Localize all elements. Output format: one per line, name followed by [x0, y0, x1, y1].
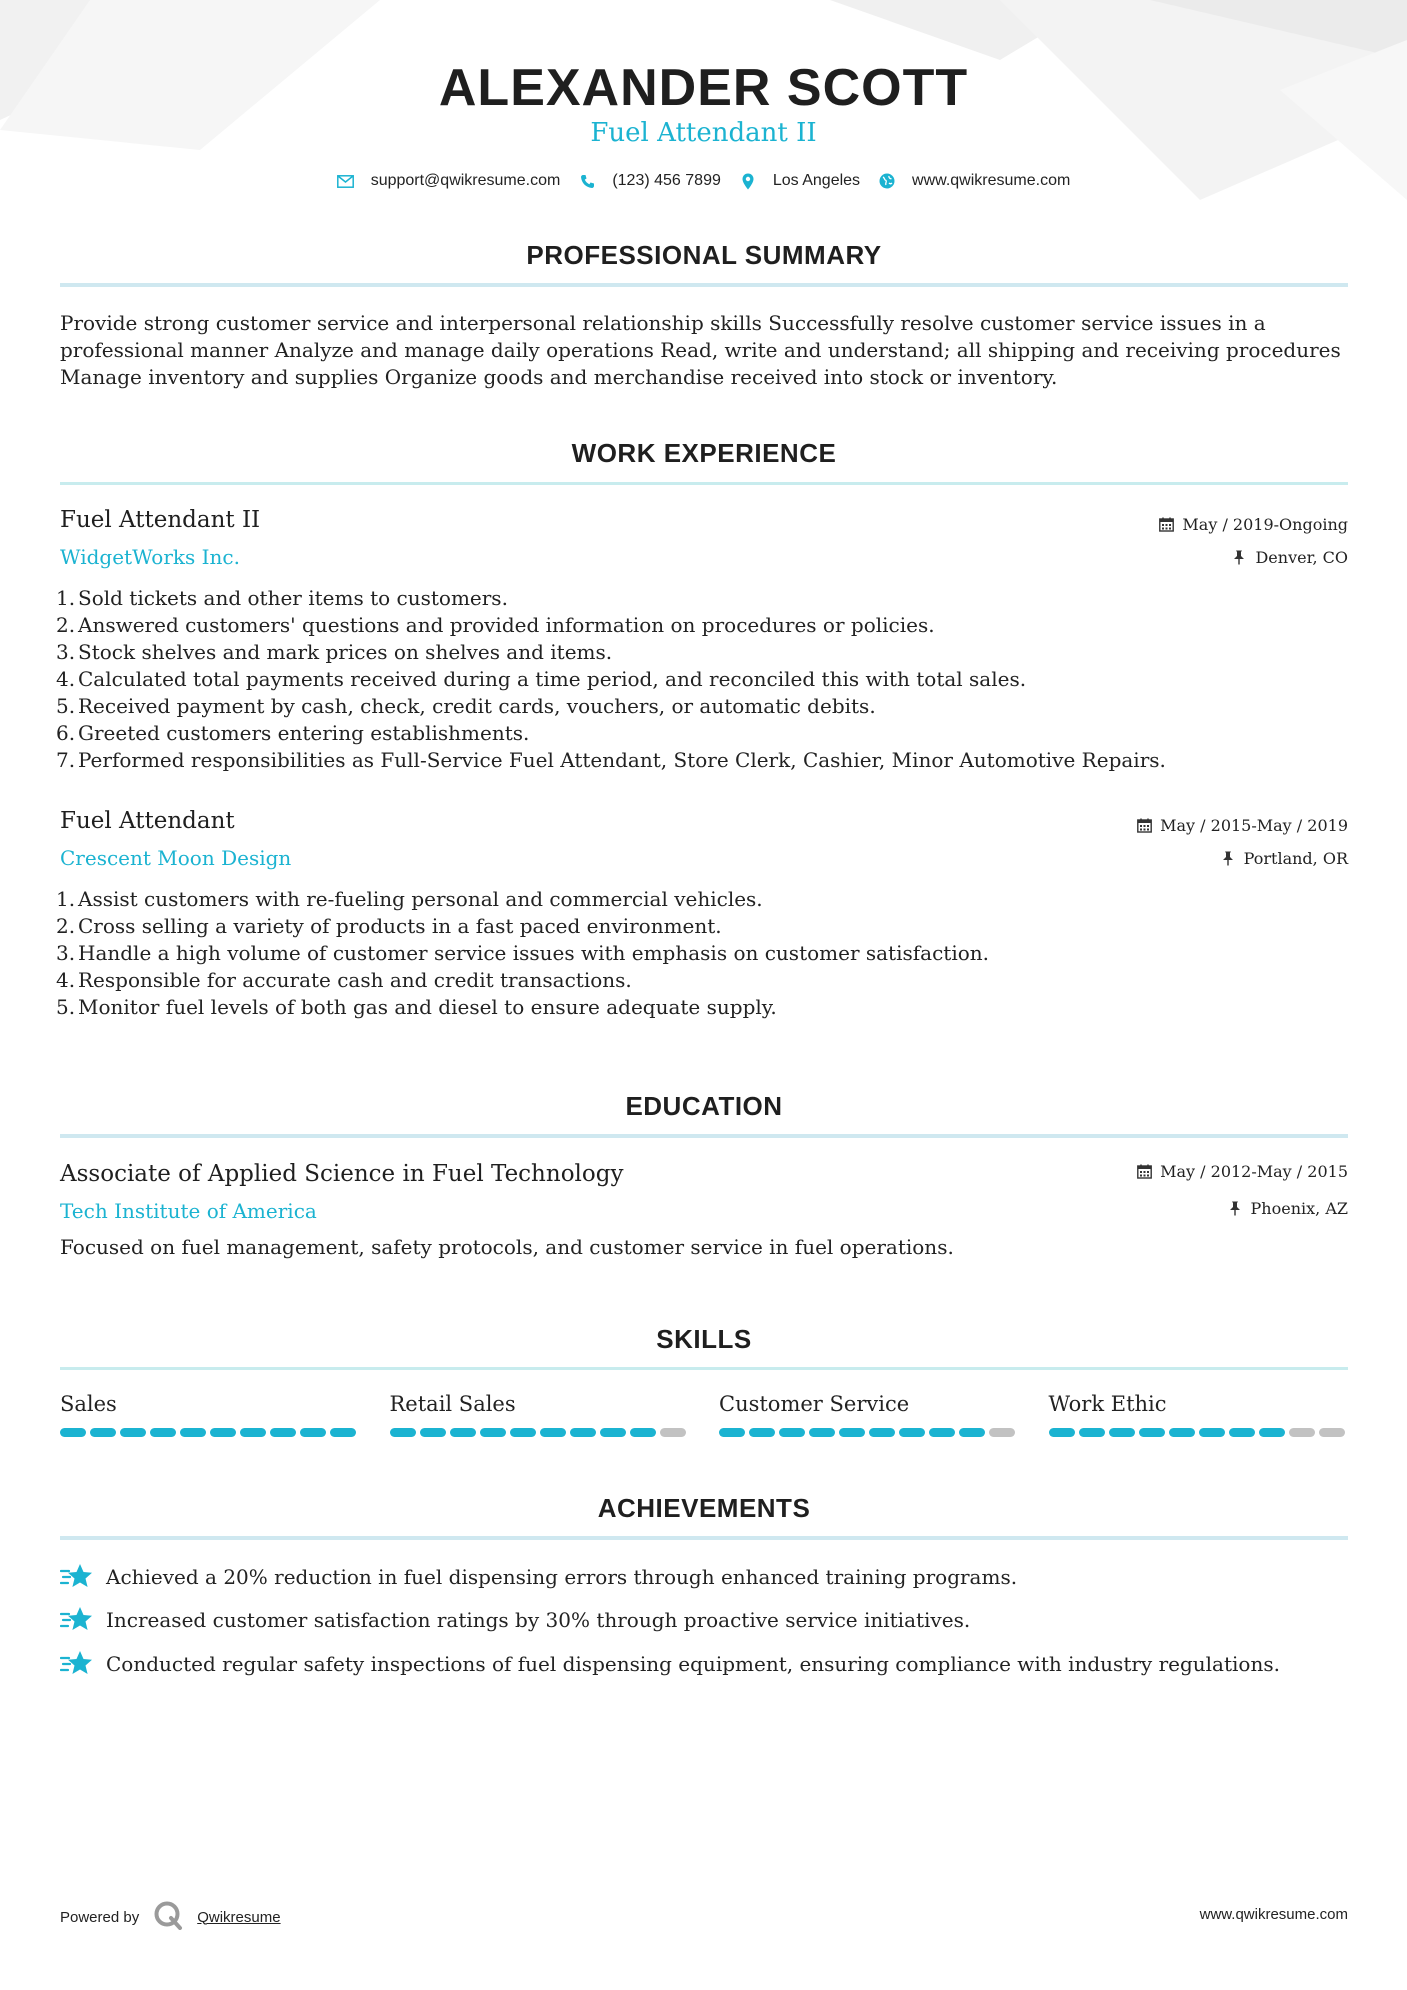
job-location-text: Portland, OR — [1243, 849, 1348, 868]
job-responsibilities — [56, 585, 1346, 774]
location-text: Los Angeles — [772, 172, 861, 189]
education-dates-text: May / 2012-May / 2015 — [1160, 1162, 1348, 1181]
star-icon — [60, 1649, 94, 1679]
skill-item — [719, 1392, 1019, 1437]
education-location-text: Phoenix, AZ — [1250, 1199, 1348, 1218]
education-dates — [1136, 1162, 1348, 1181]
skill-dot-filled — [120, 1428, 146, 1437]
skill-dot-filled — [1109, 1428, 1135, 1437]
education-location — [1227, 1199, 1348, 1218]
skill-dot-filled — [1259, 1428, 1285, 1437]
footer-powered-by — [60, 1900, 281, 1934]
job-location-text: Denver, CO — [1255, 548, 1348, 567]
skill-dot-filled — [270, 1428, 296, 1437]
qwikresume-link[interactable]: Qwikresume — [197, 1908, 281, 1926]
skill-dot-empty — [989, 1428, 1015, 1437]
skill-dot-empty — [1289, 1428, 1315, 1437]
skill-dot-filled — [1049, 1428, 1075, 1437]
job-dates — [1158, 515, 1348, 534]
star-icon — [60, 1562, 94, 1592]
achievements-divider — [60, 1536, 1348, 1540]
skill-dot-filled — [300, 1428, 326, 1437]
skill-level-meter — [60, 1428, 360, 1437]
skill-name: Work Ethic — [1048, 1392, 1167, 1416]
list-item: 2. Answered customers' questions and provided information on procedures or policies. — [56, 613, 935, 637]
achievement-text: Conducted regular safety inspections of fuel dispensing equipment, ensuring compliance with industry regulations. — [106, 1652, 1280, 1676]
skill-dot-filled — [1079, 1428, 1105, 1437]
envelope-icon — [337, 172, 355, 190]
footer-website-link[interactable]: www.qwikresume.com — [1199, 1906, 1348, 1923]
skills-divider — [60, 1367, 1348, 1370]
skill-dot-empty — [1319, 1428, 1345, 1437]
skill-dot-filled — [1199, 1428, 1225, 1437]
contact-email[interactable] — [337, 172, 561, 190]
skill-dot-filled — [420, 1428, 446, 1437]
skill-dot-filled — [1139, 1428, 1165, 1437]
candidate-role: Fuel Attendant II — [590, 118, 817, 148]
skill-dot-filled — [210, 1428, 236, 1437]
skill-dot-filled — [630, 1428, 656, 1437]
skills-section-title: SKILLS — [656, 1324, 752, 1354]
skills-list — [60, 1392, 1348, 1437]
summary-text: Provide strong customer service and interpersonal relationship skills Successfully resolve customer service issues in a professional manner Analyze and manage daily operations Read, write and understand; all shipping and receiving procedures Manage inventory and supplies Organize goods and merchandise received into stock or inventory. — [60, 311, 1341, 389]
skill-dot-filled — [330, 1428, 356, 1437]
skill-item — [1049, 1392, 1349, 1437]
calendar-icon — [1136, 1164, 1152, 1180]
skill-level-meter — [1049, 1428, 1349, 1437]
pushpin-icon — [1227, 1201, 1243, 1217]
skill-dot-filled — [90, 1428, 116, 1437]
skill-dot-filled — [779, 1428, 805, 1437]
contact-website[interactable] — [878, 172, 1070, 190]
skill-dot-filled — [570, 1428, 596, 1437]
experience-section-title: WORK EXPERIENCE — [571, 438, 837, 468]
skill-dot-filled — [390, 1428, 416, 1437]
job-location — [1220, 849, 1348, 868]
education-description: Focused on fuel management, safety protocols, and customer service in fuel operations. — [60, 1235, 954, 1259]
skill-name: Sales — [60, 1392, 117, 1416]
skill-dot-filled — [749, 1428, 775, 1437]
contact-phone[interactable] — [578, 172, 721, 190]
list-item: 3. Stock shelves and mark prices on shelves and items. — [56, 640, 613, 664]
list-item: 7. Performed responsibilities as Full-Service Fuel Attendant, Store Clerk, Cashier, Minor Automotive Repairs. — [56, 748, 1166, 772]
contact-bar — [0, 172, 1407, 190]
pushpin-icon — [1231, 550, 1247, 566]
achievements-section-title: ACHIEVEMENTS — [597, 1493, 811, 1523]
skill-dot-filled — [480, 1428, 506, 1437]
list-item: 4. Calculated total payments received during a time period, and reconciled this with total sales. — [56, 667, 1027, 691]
achievement-item — [60, 1649, 1348, 1679]
skill-item — [390, 1392, 690, 1437]
job-location — [1231, 548, 1348, 567]
list-item: 3. Handle a high volume of customer service issues with emphasis on customer satisfaction. — [56, 941, 989, 965]
list-item: 1. Assist customers with re-fueling personal and commercial vehicles. — [56, 887, 763, 911]
skill-dot-filled — [869, 1428, 895, 1437]
school-name: Tech Institute of America — [60, 1199, 317, 1223]
skill-name: Retail Sales — [389, 1392, 516, 1416]
phone-icon — [578, 172, 596, 190]
job-title: Fuel Attendant II — [60, 507, 261, 533]
list-item: 6. Greeted customers entering establishments. — [56, 721, 530, 745]
phone-text: (123) 456 7899 — [612, 172, 721, 189]
skill-dot-filled — [719, 1428, 745, 1437]
skill-dot-filled — [1229, 1428, 1255, 1437]
list-item: 4. Responsible for accurate cash and credit transactions. — [56, 968, 632, 992]
job-dates-text: May / 2015-May / 2019 — [1160, 816, 1348, 835]
skill-level-meter — [390, 1428, 690, 1437]
skill-name: Customer Service — [719, 1392, 910, 1416]
skill-dot-filled — [929, 1428, 955, 1437]
contact-location — [739, 172, 860, 190]
skill-dot-filled — [959, 1428, 985, 1437]
globe-icon — [878, 172, 896, 190]
skill-dot-filled — [839, 1428, 865, 1437]
email-text: support@qwikresume.com — [370, 172, 561, 189]
calendar-icon — [1136, 818, 1152, 834]
skill-dot-filled — [809, 1428, 835, 1437]
achievement-item — [60, 1605, 1348, 1635]
skill-item — [60, 1392, 360, 1437]
job-title: Fuel Attendant — [60, 808, 235, 834]
education-section-title: EDUCATION — [625, 1091, 783, 1121]
list-item: 2. Cross selling a variety of products in a fast paced environment. — [56, 914, 722, 938]
skill-dot-filled — [1169, 1428, 1195, 1437]
job-company: WidgetWorks Inc. — [60, 545, 240, 569]
skill-dot-filled — [450, 1428, 476, 1437]
skill-dot-empty — [660, 1428, 686, 1437]
map-pin-icon — [739, 172, 757, 190]
degree-title: Associate of Applied Science in Fuel Technology — [60, 1161, 624, 1187]
job-dates-text: May / 2019-Ongoing — [1182, 515, 1348, 534]
achievement-text: Achieved a 20% reduction in fuel dispensing errors through enhanced training programs. — [106, 1565, 1018, 1589]
calendar-icon — [1158, 517, 1174, 533]
skill-dot-filled — [510, 1428, 536, 1437]
candidate-name: ALEXANDER SCOTT — [438, 59, 969, 117]
education-divider — [60, 1134, 1348, 1138]
achievement-text: Increased customer satisfaction ratings by 30% through proactive service initiatives. — [106, 1608, 971, 1632]
skill-dot-filled — [60, 1428, 86, 1437]
website-text: www.qwikresume.com — [912, 172, 1071, 189]
skill-dot-filled — [899, 1428, 925, 1437]
star-icon — [60, 1605, 94, 1635]
skill-level-meter — [719, 1428, 1019, 1437]
summary-divider — [60, 283, 1348, 287]
experience-divider — [60, 482, 1348, 485]
skill-dot-filled — [600, 1428, 626, 1437]
job-company: Crescent Moon Design — [60, 846, 292, 870]
achievement-item — [60, 1562, 1348, 1592]
list-item: 1. Sold tickets and other items to customers. — [56, 586, 508, 610]
job-responsibilities — [56, 886, 1346, 1021]
skill-dot-filled — [240, 1428, 266, 1437]
list-item: 5. Monitor fuel levels of both gas and diesel to ensure adequate supply. — [56, 995, 777, 1019]
qwikresume-logo-icon — [153, 1900, 183, 1934]
summary-section-title: PROFESSIONAL SUMMARY — [526, 240, 882, 270]
skill-dot-filled — [180, 1428, 206, 1437]
skill-dot-filled — [150, 1428, 176, 1437]
powered-by-label: Powered by — [60, 1908, 140, 1926]
list-item: 5. Received payment by cash, check, credit cards, vouchers, or automatic debits. — [56, 694, 876, 718]
pushpin-icon — [1220, 851, 1236, 867]
skill-dot-filled — [540, 1428, 566, 1437]
job-dates — [1136, 816, 1348, 835]
